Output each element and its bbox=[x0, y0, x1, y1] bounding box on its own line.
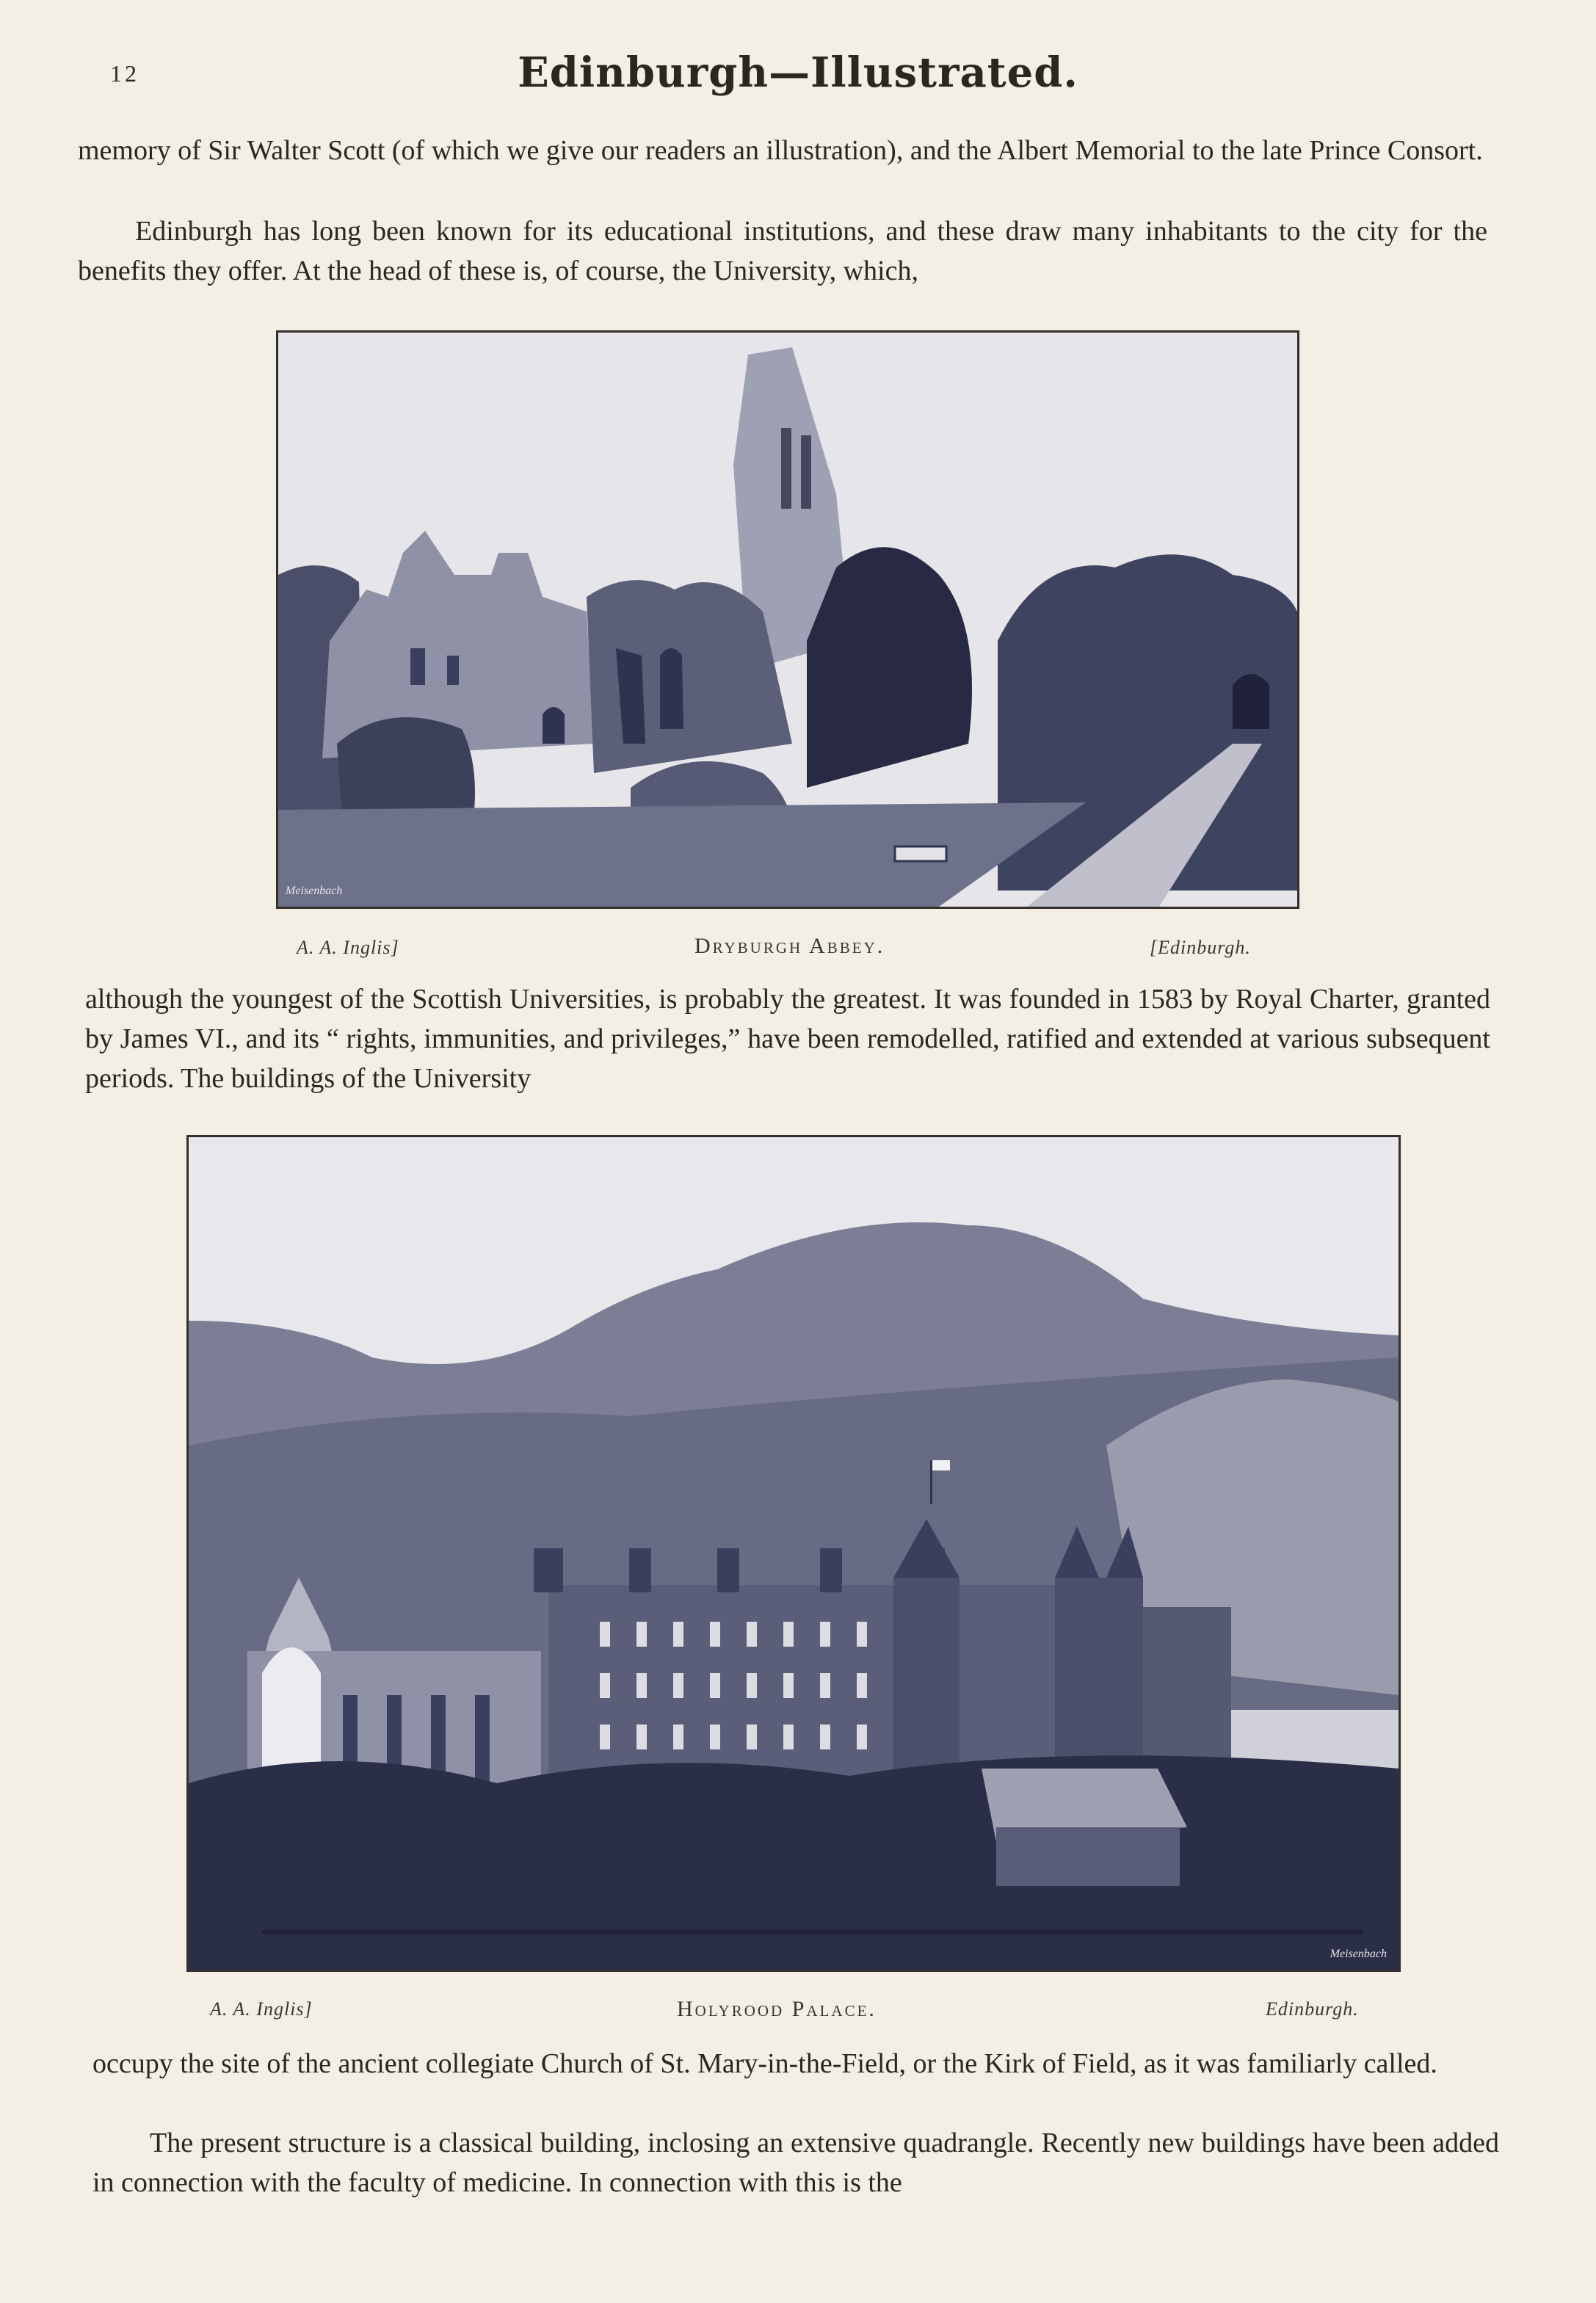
dryburgh-caption: Dryburgh Abbey. bbox=[694, 934, 885, 958]
holyrood-palace-illustration bbox=[186, 1135, 1401, 1972]
paragraph-4: occupy the site of the ancient collegiate Church of St. Mary-in-the-Field, or the Kirk of Field, as it was familiarly called. bbox=[93, 2048, 1437, 2079]
engraver-signature: Meisenbach bbox=[1330, 1948, 1387, 1960]
holyrood-credit: A. A. Inglis] bbox=[210, 1998, 313, 2020]
running-title: Edinburgh—Illustrated. bbox=[518, 48, 1078, 97]
holyrood-caption: Holyrood Palace. bbox=[677, 1997, 877, 2021]
paragraph-2: Edinburgh has long been known for its educational institutions, and these draw many inhabitants to the city for the benefits they offer. At the head of these is, of course, the University, which, bbox=[78, 216, 1487, 286]
holyrood-place: Edinburgh. bbox=[1266, 1998, 1359, 2020]
paragraph-1: memory of Sir Walter Scott (of which we give our readers an illustration), and the Albert Memorial to the late Prince Consort. bbox=[78, 135, 1483, 166]
engraver-signature: Meisenbach bbox=[286, 885, 343, 897]
dryburgh-abbey-drawing bbox=[278, 333, 1297, 907]
page-number: 12 bbox=[110, 60, 139, 87]
dryburgh-place: [Edinburgh. bbox=[1150, 937, 1251, 958]
holyrood-palace-drawing bbox=[189, 1137, 1399, 1970]
paragraph-5: The present structure is a classical building, inclosing an extensive quadrangle. Recently new buildings have been added in connection with the faculty of medicine. In connection with this is the bbox=[93, 2128, 1499, 2198]
dryburgh-credit: A. A. Inglis] bbox=[297, 937, 399, 958]
paragraph-3: although the youngest of the Scottish Universities, is probably the greatest. It was founded in 1583 by Royal Charter, granted by James VI., and its “ rights, immunities, and privileges,” have been remodelled, ratified and extended at various subsequent periods. The buildings of the University bbox=[85, 984, 1490, 1094]
dryburgh-abbey-illustration bbox=[276, 330, 1299, 909]
